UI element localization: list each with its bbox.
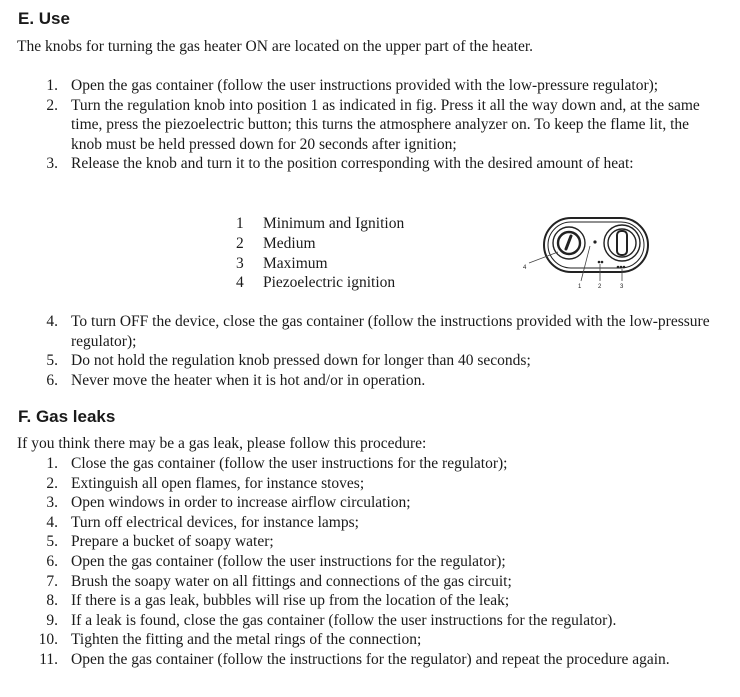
list-text: Open the gas container (follow the instructions for the regulator) and repeat the procedure again. [71,650,670,668]
list-text: Tighten the fitting and the metal rings of the connection; [71,631,422,649]
position-label: Minimum and Ignition [263,215,405,232]
list-number: 4. [46,513,58,531]
list-number: 4. [46,313,58,330]
level-dot [598,261,601,264]
regulation-knob-icon [608,229,636,257]
list-item [17,474,711,494]
position-label: Maximum [263,254,328,272]
position-label: Medium [263,234,316,252]
list-item [17,312,711,351]
knob-panel-figure [518,212,654,294]
list-item [17,76,711,96]
list-text: If there is a gas leak, bubbles will rise up from the location of the leak; [71,592,510,610]
list-text: Release the knob and turn it to the position corresponding with the desired amount of heat: [71,155,634,173]
list-text: Open the gas container (follow the user instructions provided with the low-pressure regulator); [71,77,659,94]
list-item [17,591,711,611]
list-text: Open the gas container (follow the user instructions for the regulator); [71,552,506,570]
list-number: 11. [39,650,58,668]
list-number: 1. [46,455,58,472]
list-number: 6. [46,552,58,570]
use-steps-list [17,76,711,174]
position-number: 4 [236,274,244,292]
level-dot [601,261,604,264]
section-f-title: F. Gas leaks [18,407,116,426]
list-number: 3. [46,155,58,173]
list-text: Never move the heater when it is hot and/or in operation. [71,371,426,389]
list-number: 5. [46,533,58,551]
knob-positions-list [236,214,404,293]
list-text: Brush the soapy water on all fittings and connections of the gas circuit; [71,572,512,590]
list-text: Turn the regulation knob into position 1 as indicated in fig. Press it all the way down and, at the same time, press the piezoelectric button; this turns the atmosphere analyzer on. To keep the flame lit, the knob must be held pressed down for 20 seconds after ignition; [71,96,700,153]
list-number: 10. [38,631,58,649]
use-steps-list-continued [17,312,711,390]
list-number: 9. [46,611,58,629]
list-item [17,371,711,391]
list-item [17,630,711,650]
position-label: Piezoelectric ignition [263,274,396,292]
list-text: Close the gas container (follow the user instructions for the regulator); [71,455,508,472]
list-item [17,351,711,371]
list-item [17,650,711,670]
section-e-intro: The knobs for turning the gas heater ON are located on the upper part of the heater. [17,38,534,55]
position-number: 3 [236,254,244,272]
list-number: 8. [46,592,58,610]
list-item [236,273,404,293]
list-text: Turn off electrical devices, for instance lamps; [71,513,359,531]
list-number: 6. [46,371,58,389]
list-text: Prepare a bucket of soapy water; [71,533,274,551]
list-item [17,572,711,592]
list-item [17,154,711,174]
position-number: 2 [236,234,244,252]
list-item [17,552,711,572]
list-number: 7. [46,572,58,590]
list-text: Extinguish all open flames, for instance stoves; [71,474,365,492]
section-f-intro: If you think there may be a gas leak, please follow this procedure: [17,435,427,452]
position-number: 1 [236,215,244,232]
level-dot [617,266,620,269]
list-number: 5. [46,352,58,370]
list-text: To turn OFF the device, close the gas container (follow the instructions provided with the low-pressure regulator); [71,313,710,350]
level-dot [620,266,623,269]
list-item [17,493,711,513]
figure-label-1: 1 [578,284,582,290]
list-item [17,611,711,631]
figure-label-3: 3 [620,284,624,290]
list-item [17,96,711,155]
list-text: Do not hold the regulation knob pressed down for longer than 40 seconds; [71,352,531,370]
position-dot [593,240,596,243]
list-item [17,532,711,552]
level-dot [623,266,626,269]
list-text: Open windows in order to increase airflow circulation; [71,494,411,512]
gas-leak-steps-list [17,454,711,670]
list-item [236,254,404,274]
list-item [17,513,711,533]
list-number: 3. [46,494,58,512]
list-number: 2. [46,96,58,114]
list-text: If a leak is found, close the gas container (follow the user instructions for the regulator). [71,611,617,629]
list-item [236,214,404,234]
list-item [17,454,711,474]
leader-line-4 [529,252,558,263]
figure-label-2: 2 [598,284,602,290]
list-item [236,234,404,254]
section-e-title: E. Use [18,9,70,28]
list-number: 1. [46,77,58,94]
list-number: 2. [46,474,58,492]
figure-label-4: 4 [523,265,527,271]
